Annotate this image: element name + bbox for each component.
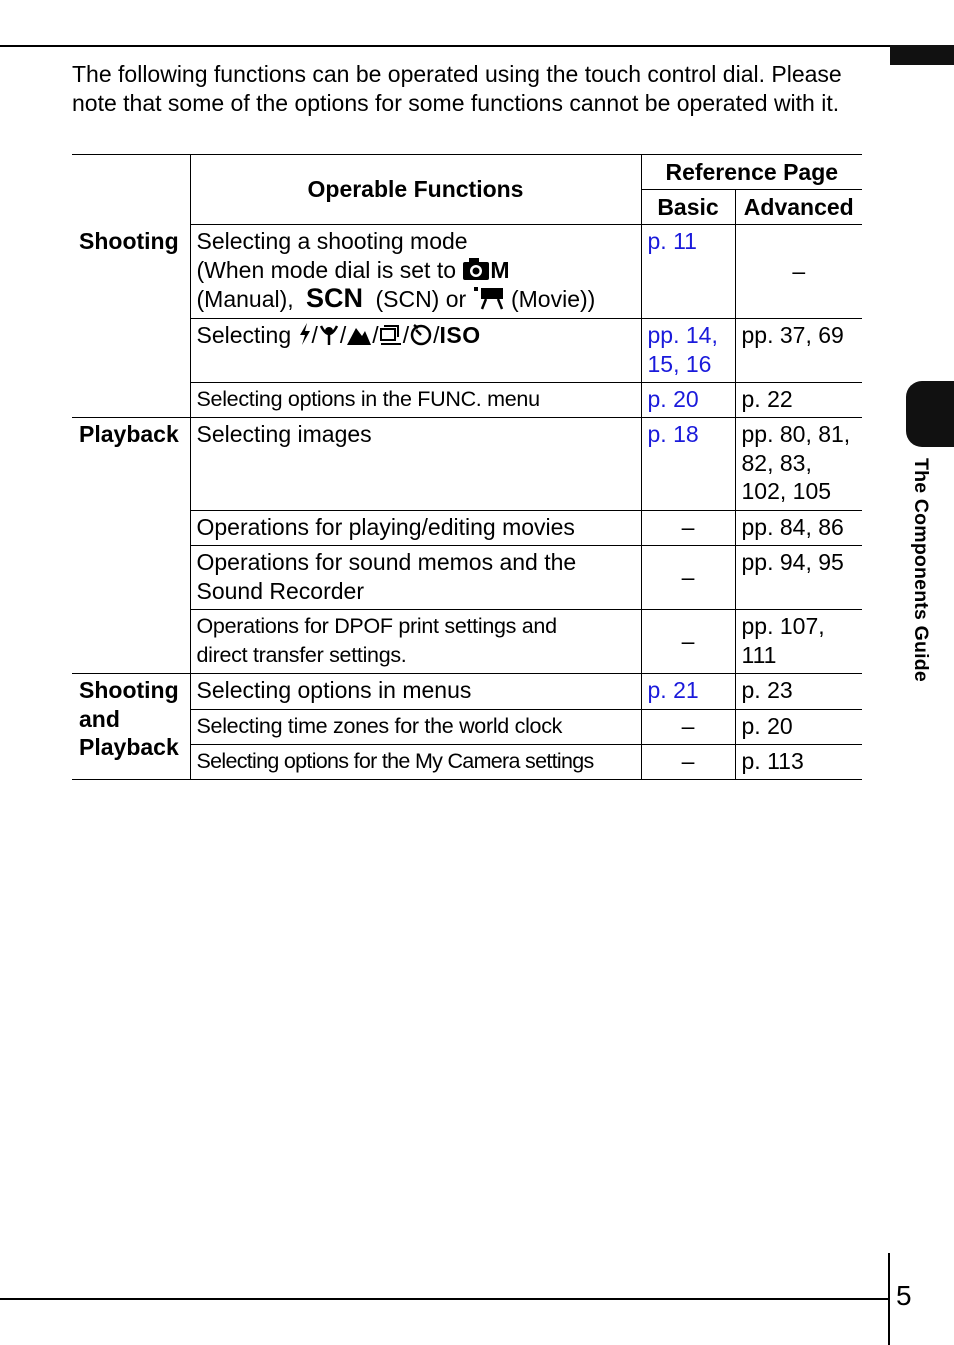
- top-tab-marker: [890, 45, 954, 65]
- side-section-label: The Components Guide: [910, 458, 932, 682]
- function-cell: Operations for playing/editing movies: [190, 511, 641, 546]
- basic-ref: –: [641, 511, 735, 546]
- basic-ref: –: [641, 546, 735, 610]
- manual-mode-label: M: [490, 256, 510, 283]
- self-timer-icon: [409, 322, 433, 346]
- page-number: 5: [896, 1280, 912, 1311]
- advanced-ref: –: [735, 225, 862, 319]
- bottom-vertical-rule: [888, 1253, 890, 1345]
- function-line: (Manual), SCN (SCN) or (Movie)): [196, 283, 596, 313]
- table-row: [72, 319, 862, 383]
- table-row: [72, 710, 862, 745]
- function-cell: [190, 225, 641, 319]
- advanced-ref: p. 23: [735, 674, 862, 710]
- basic-ref[interactable]: p. 11: [641, 225, 735, 319]
- table-row: [72, 610, 862, 674]
- advanced-ref: pp. 37, 69: [735, 319, 862, 383]
- function-cell: Selecting options in the FUNC. menu: [190, 383, 641, 418]
- table-row: [72, 383, 862, 418]
- basic-ref[interactable]: pp. 14, 15, 16: [641, 319, 735, 383]
- iso-icon: ISO: [439, 322, 481, 348]
- table-row: [72, 674, 862, 710]
- basic-ref[interactable]: p. 21: [641, 674, 735, 710]
- flash-icon: [298, 322, 312, 346]
- category-playback: Playback: [72, 418, 190, 674]
- table-row: [72, 745, 862, 780]
- basic-ref[interactable]: p. 20: [641, 383, 735, 418]
- advanced-ref: pp. 80, 81, 82, 83, 102, 105: [735, 418, 862, 511]
- bottom-rule: [0, 1298, 890, 1300]
- header-basic: Basic: [641, 190, 735, 225]
- camera-icon: [462, 257, 490, 281]
- table-row: [72, 511, 862, 546]
- advanced-ref: pp. 107, 111: [735, 610, 862, 674]
- function-line: (When mode dial is set to M: [196, 256, 510, 283]
- advanced-ref: p. 20: [735, 710, 862, 745]
- basic-ref[interactable]: p. 18: [641, 418, 735, 511]
- function-cell: Selecting time zones for the world clock: [190, 710, 641, 745]
- header-advanced: Advanced: [735, 190, 862, 225]
- function-cell: Selecting images: [190, 418, 641, 511]
- drive-mode-icon: [379, 322, 403, 346]
- function-cell: Operations for DPOF print settings and direct transfer settings.: [190, 610, 641, 674]
- header-blank: [72, 155, 190, 225]
- advanced-ref: p. 22: [735, 383, 862, 418]
- function-cell: Operations for sound memos and the Sound Recorder: [190, 546, 641, 610]
- basic-ref: –: [641, 745, 735, 780]
- category-shooting: Shooting: [72, 225, 190, 418]
- function-reference-table: [72, 154, 862, 780]
- table-row: [72, 225, 862, 319]
- table-row: [72, 418, 862, 511]
- function-cell: Selecting / / / / /ISO: [190, 319, 641, 383]
- function-cell: Selecting options for the My Camera settings: [190, 745, 641, 780]
- movie-icon: [473, 286, 505, 310]
- header-operable-functions: Operable Functions: [190, 155, 641, 225]
- function-cell: Selecting options in menus: [190, 674, 641, 710]
- advanced-ref: pp. 94, 95: [735, 546, 862, 610]
- basic-ref: –: [641, 710, 735, 745]
- advanced-ref: pp. 84, 86: [735, 511, 862, 546]
- header-reference-page: Reference Page: [641, 155, 862, 190]
- category-shooting-and-playback: Shooting and Playback: [72, 674, 190, 780]
- top-rule: [0, 45, 890, 47]
- advanced-ref: p. 113: [735, 745, 862, 780]
- function-line: Selecting a shooting mode: [196, 228, 468, 254]
- side-tab-marker: [906, 381, 954, 447]
- basic-ref: –: [641, 610, 735, 674]
- table-row: [72, 546, 862, 610]
- infinity-icon: [346, 322, 372, 346]
- intro-paragraph: The following functions can be operated using the touch control dial. Please note that some of the options for some functions cannot be operated with it.: [72, 61, 842, 116]
- scn-mode-label: SCN: [306, 283, 364, 313]
- macro-icon: [318, 322, 340, 346]
